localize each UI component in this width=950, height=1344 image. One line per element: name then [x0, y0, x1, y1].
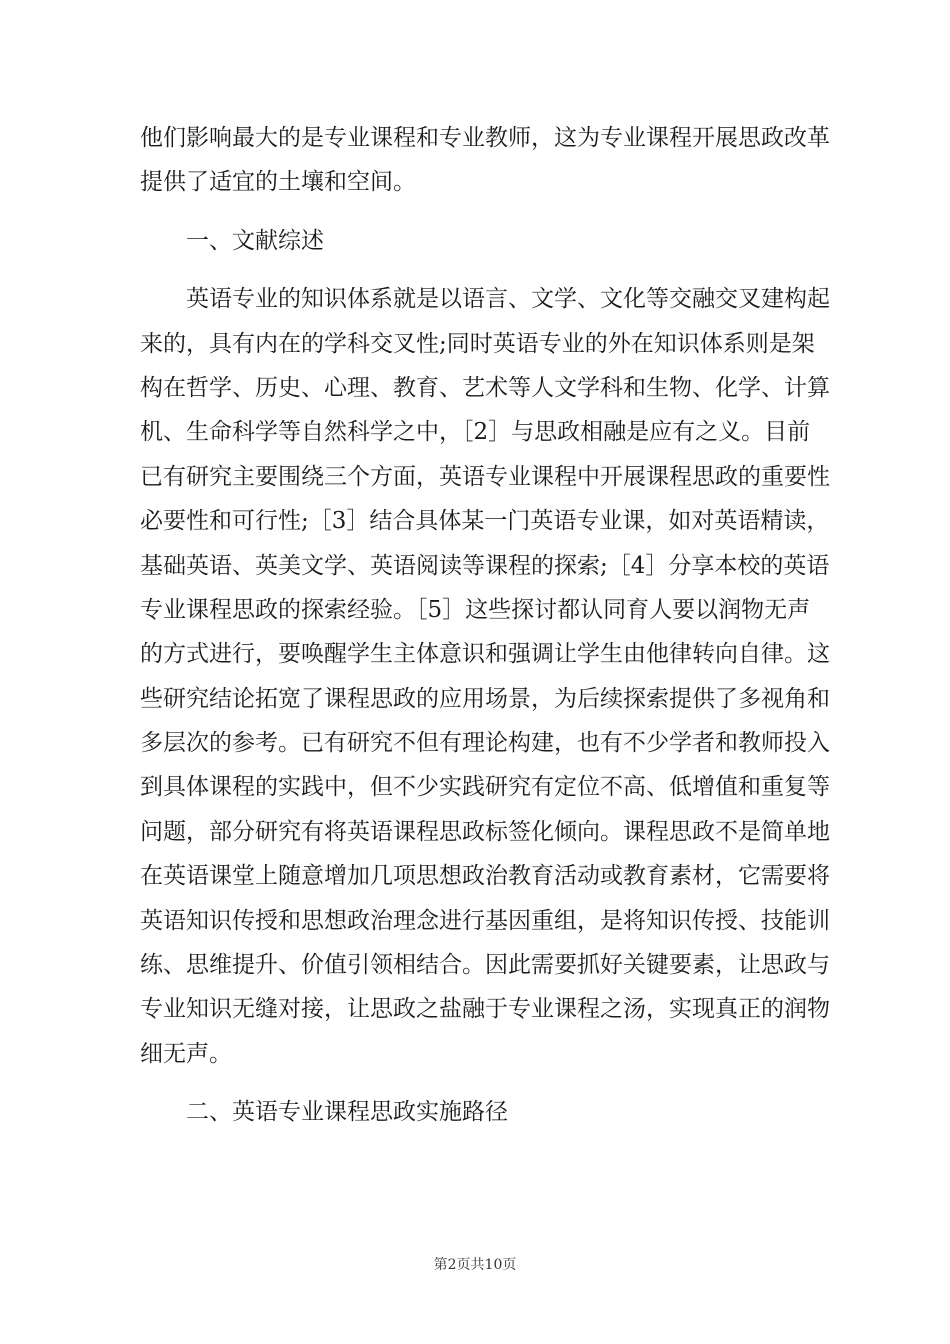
- text-line: 基础英语、英美文学、英语阅读等课程的探索;［4］分享本校的英语: [140, 552, 830, 579]
- body-text: [140, 116, 830, 1135]
- text-line: 机、生命科学等自然科学之中，［2］与思政相融是应有之义。目前: [140, 419, 811, 446]
- text-line: 多层次的参考。已有研究不但有理论构建，也有不少学者和教师投入: [140, 730, 830, 757]
- text-line: 来的，具有内在的学科交叉性;同时英语专业的外在知识体系则是架: [140, 330, 815, 357]
- text-line: 英语专业的知识体系就是以语言、文学、文化等交融交叉建构起: [186, 286, 830, 313]
- page-number-footer: 第2页共10页: [433, 1257, 517, 1273]
- text-line: 练、思维提升、价值引领相结合。因此需要抓好关键要素，让思政与: [140, 952, 830, 979]
- section-heading-1: 一、文献综述: [186, 227, 324, 254]
- paragraph-spacer: [140, 1076, 820, 1090]
- text-line: 必要性和可行性;［3］结合具体某一门英语专业课，如对英语精读，: [140, 508, 830, 535]
- text-line: 些研究结论拓宽了课程思政的应用场景，为后续探索提供了多视角和: [140, 685, 830, 712]
- text-line: 到具体课程的实践中，但不少实践研究有定位不高、低增值和重复等: [140, 774, 830, 801]
- text-line: 提供了适宜的土壤和空间。: [140, 169, 416, 196]
- text-line: 专业知识无缝对接，让思政之盐融于专业课程之汤，实现真正的润物: [140, 996, 830, 1023]
- text-line: 英语知识传授和思想政治理念进行基因重组，是将知识传授、技能训: [140, 907, 830, 934]
- text-line: 细无声。: [140, 1040, 232, 1067]
- text-line: 构在哲学、历史、心理、教育、艺术等人文学科和生物、化学、计算: [140, 374, 830, 401]
- text-line: 专业课程思政的探索经验。［5］这些探讨都认同育人要以润物无声: [140, 596, 811, 623]
- text-line: 的方式进行，要唤醒学生主体意识和强调让学生由他律转向自律。这: [140, 641, 830, 668]
- text-line: 已有研究主要围绕三个方面，英语专业课程中开展课程思政的重要性: [140, 463, 830, 490]
- section-heading-2: 二、英语专业课程思政实施路径: [186, 1099, 508, 1126]
- paragraph-spacer: [140, 205, 820, 219]
- paragraph-spacer: [140, 263, 820, 277]
- text-line: 他们影响最大的是专业课程和专业教师，这为专业课程开展思政改革: [140, 125, 830, 151]
- text-line: 在英语课堂上随意增加几项思想政治教育活动或教育素材，它需要将: [140, 863, 830, 890]
- text-line: 问题，部分研究有将英语课程思政标签化倾向。课程思政不是简单地: [140, 818, 830, 845]
